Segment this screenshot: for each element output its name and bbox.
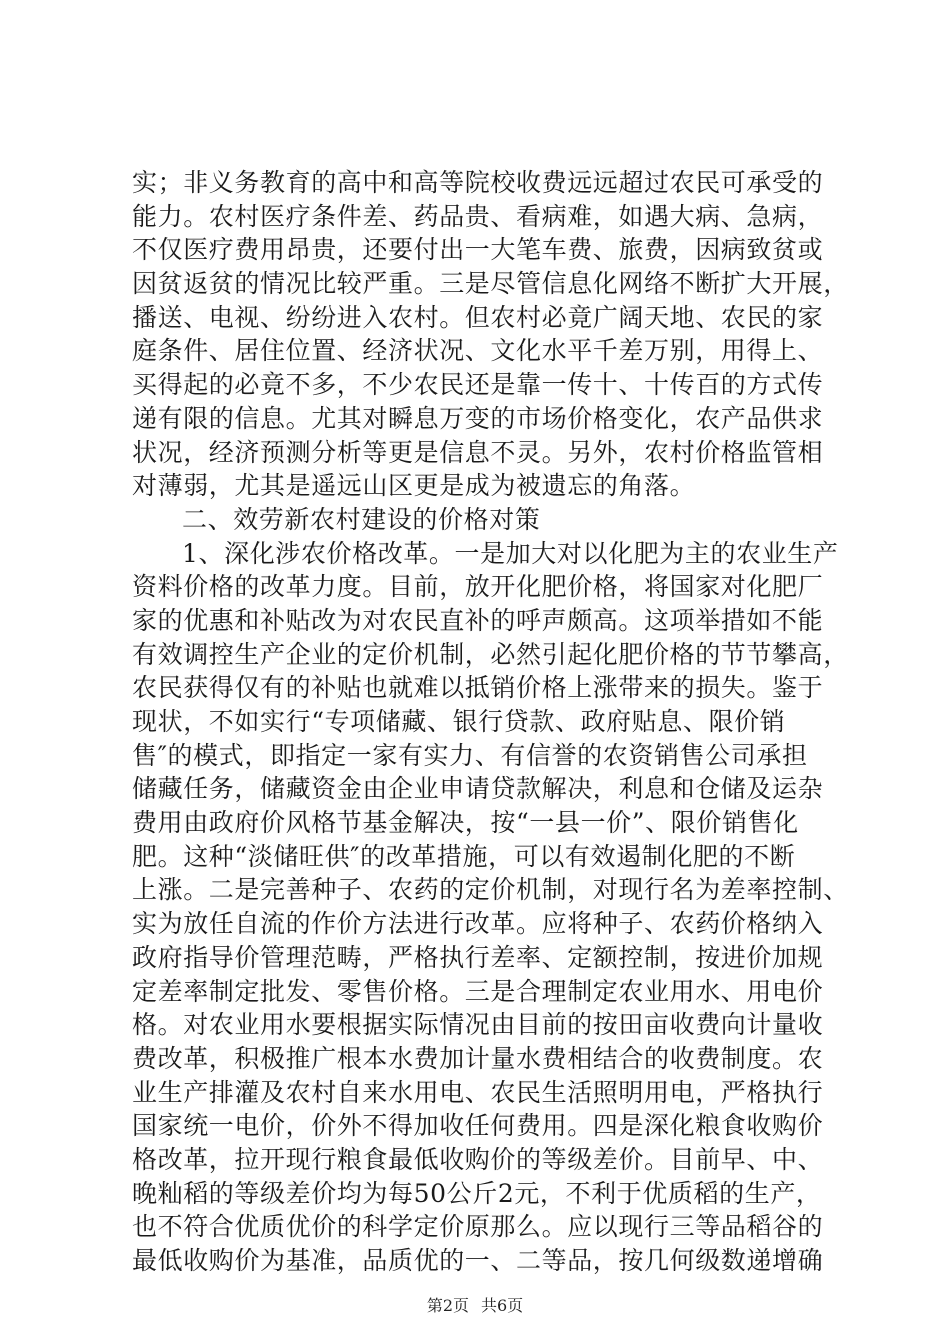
- text-line: 播送、电视、纷纷进入农村。但农村必竟广阔天地、农民的家: [132, 302, 824, 332]
- text-line: 实；非义务教育的高中和高等院校收费远远超过农民可承受的: [132, 168, 824, 197]
- text-line: 费用由政府价风格节基金解决，按“一县一价”、限价销售化: [132, 808, 799, 838]
- text-line: 状况，经济预测分析等更是信息不灵。另外，农村价格监管相: [132, 437, 824, 467]
- page-total: 共6页: [481, 1296, 524, 1315]
- body-text: [132, 166, 849, 1278]
- text-line: 费改革，积极推广根本水费加计量水费相结合的收费制度。农: [132, 1043, 824, 1073]
- text-line: 业生产排灌及农村自来水用电、农民生活照明用电，严格执行: [132, 1077, 824, 1107]
- text-line: 定差率制定批发、零售价格。三是合理制定农业用水、用电价: [132, 976, 824, 1006]
- text-line: 农民获得仅有的补贴也就难以抵销价格上涨带来的损失。鉴于: [132, 673, 824, 703]
- text-line: 最低收购价为基准，品质优的一、二等品，按几何级数递增确: [132, 1246, 824, 1275]
- text-line: 递有限的信息。尤其对瞬息万变的市场价格变化，农产品供求: [132, 403, 824, 433]
- text-line: 1、深化涉农价格改革。一是加大对以化肥为主的农业生产: [182, 538, 839, 568]
- text-line: 晚籼稻的等级差价均为每50公斤2元，不利于优质稻的生产，: [132, 1178, 822, 1208]
- text-line: 家的优惠和补贴改为对农民直补的呼声颇高。这项举措如不能: [132, 605, 824, 635]
- text-line: 不仅医疗费用昂贵，还要付出一大笔车费、旅费，因病致贫或: [132, 235, 824, 265]
- text-line: 格。对农业用水要根据实际情况由目前的按田亩收费向计量收: [132, 1010, 824, 1040]
- text-line: 对薄弱，尤其是遥远山区更是成为被遗忘的角落。: [132, 471, 696, 501]
- text-line: 实为放任自流的作价方法进行改革。应将种子、农药价格纳入: [132, 909, 824, 939]
- text-line: 上涨。二是完善种子、农药的定价机制，对现行名为差率控制、: [132, 875, 849, 905]
- text-line: 格改革，拉开现行粮食最低收购价的等级差价。目前早、中、: [132, 1144, 824, 1174]
- text-line: 肥。这种“淡储旺供″的改革措施，可以有效遏制化肥的不断: [132, 841, 796, 871]
- text-line: 有效调控生产企业的定价机制，必然引起化肥价格的节节攀高，: [132, 639, 849, 669]
- section-heading: 二、效劳新农村建设的价格对策: [182, 504, 541, 534]
- text-line: 国家统一电价，价外不得加收任何费用。四是深化粮食收购价: [132, 1111, 824, 1141]
- page-number: 第2页: [426, 1296, 469, 1315]
- text-line: 储藏任务，储藏资金由企业申请贷款解决，利息和仓储及运杂: [132, 774, 824, 804]
- text-line: 买得起的必竟不多，不少农民还是靠一传十、十传百的方式传: [132, 370, 824, 400]
- text-line: 也不符合优质优价的科学定价原那么。应以现行三等品稻谷的: [132, 1212, 824, 1242]
- text-line: 政府指导价管理范畴，严格执行差率、定额控制，按进价加规: [132, 942, 824, 972]
- text-line: 资料价格的改革力度。目前，放开化肥价格，将国家对化肥厂: [132, 572, 824, 602]
- text-line: 能力。农村医疗条件差、药品贵、看病难，如遇大病、急病，: [132, 201, 824, 231]
- text-line: 因贫返贫的情况比较严重。三是尽管信息化网络不断扩大开展，: [132, 269, 849, 299]
- text-line: 售″的模式，即指定一家有实力、有信誉的农资销售公司承担: [132, 740, 808, 770]
- page-footer: [0, 1296, 950, 1316]
- text-line: 庭条件、居住位置、经济状况、文化水平千差万别，用得上、: [132, 336, 824, 366]
- text-line: 现状，不如实行“专项储藏、银行贷款、政府贴息、限价销: [132, 707, 786, 736]
